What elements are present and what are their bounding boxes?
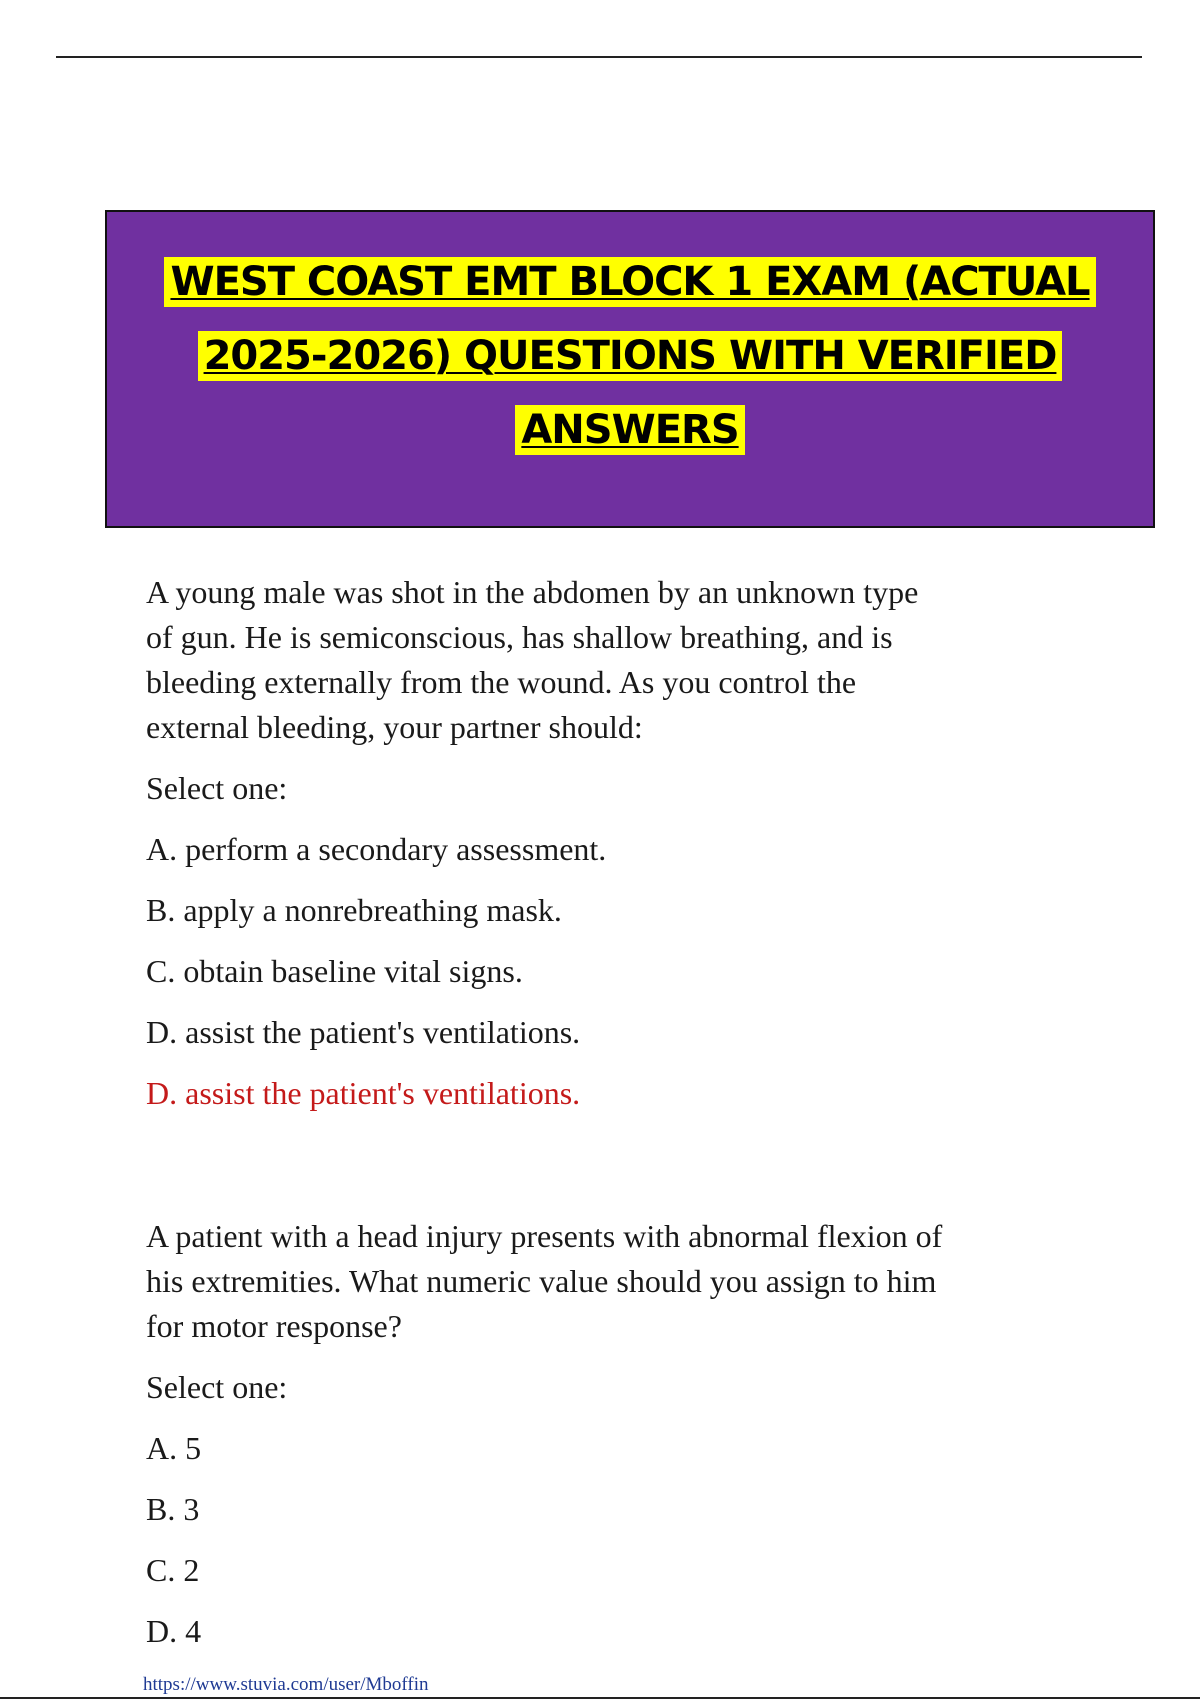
option-b: B. apply a nonrebreathing mask. [146, 892, 562, 928]
question-2 [146, 1214, 1086, 1651]
question-stem-line: A young male was shot in the abdomen by an unknown type [146, 574, 919, 610]
select-one-label: Select one: [146, 1369, 288, 1405]
question-spacer [146, 1113, 1086, 1214]
footer-source-link[interactable]: https://www.stuvia.com/user/Mboffin [143, 1674, 429, 1695]
select-one-label: Select one: [146, 770, 288, 806]
title-banner [105, 210, 1155, 528]
option-d: D. assist the patient's ventilations. [146, 1014, 581, 1050]
question-1 [146, 570, 1086, 1113]
question-stem-line: for motor response? [146, 1308, 402, 1344]
option-b: B. 3 [146, 1491, 200, 1527]
top-divider [56, 56, 1142, 58]
question-2-stem [146, 1214, 1086, 1349]
option-c: C. obtain baseline vital signs. [146, 953, 523, 989]
question-stem-line: external bleeding, your partner should: [146, 709, 643, 745]
question-stem-line: bleeding externally from the wound. As you control the [146, 664, 857, 700]
correct-answer: D. assist the patient's ventilations. [146, 1075, 581, 1111]
option-a: A. perform a secondary assessment. [146, 831, 607, 867]
option-c: C. 2 [146, 1552, 200, 1588]
title-line-3: ANSWERS [515, 405, 744, 455]
question-list [146, 570, 1086, 1651]
title-line-1: WEST COAST EMT BLOCK 1 EXAM (ACTUAL [164, 257, 1095, 307]
option-a: A. 5 [146, 1430, 202, 1466]
question-stem-line: A patient with a head injury presents with abnormal flexion of [146, 1218, 943, 1254]
question-1-stem [146, 570, 1086, 750]
bottom-divider [0, 1697, 1200, 1699]
question-stem-line: his extremities. What numeric value should you assign to him [146, 1263, 937, 1299]
question-stem-line: of gun. He is semiconscious, has shallow breathing, and is [146, 619, 893, 655]
title-line-2: 2025-2026) QUESTIONS WITH VERIFIED [198, 331, 1063, 381]
option-d: D. 4 [146, 1613, 202, 1649]
